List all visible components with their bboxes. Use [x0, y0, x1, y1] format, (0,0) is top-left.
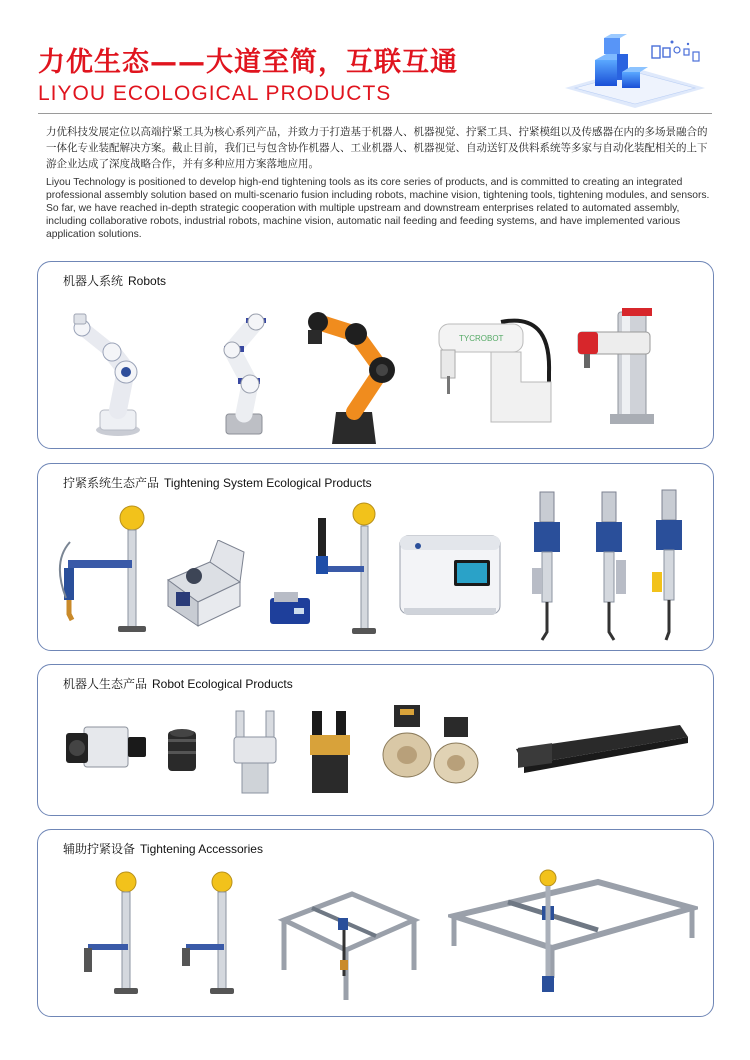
tool-changer-image [430, 715, 484, 795]
tightening-module-image [584, 488, 636, 644]
cube-icon [604, 34, 627, 54]
tightening-module-image [644, 486, 696, 644]
scara-robot-image [421, 312, 561, 432]
tightening-accessories-panel [37, 829, 714, 1017]
electric-screwdriver-arm-image [306, 498, 386, 638]
tool-changer-image [378, 701, 438, 791]
intro-text-english: Liyou Technology is positioned to develop high-end tightening tools as its core series of products, and is committed to creating an integrated professional assembly solution based on multi-scenario fusion including robots, machine vision, tightening tools, tightening modules, and sensors. So far, we have reached in-depth strategic cooperation with multiple upstream and downstream enterprises related to automated assembly, including collaborative robots, industrial robots, machine vision, automatic nail feeding and feeding systems, and have implemented various application solutions. [46, 177, 710, 240]
electric-gripper-image [306, 707, 354, 797]
torque-arm-image [176, 868, 248, 1008]
torque-arm-balancer-image [54, 502, 164, 637]
page-title: 力优生态——大道至简，互联互通 [38, 47, 458, 78]
accessories-panel-label: 辅助拧紧设备 Tightening Accessories [63, 842, 263, 856]
robots-panel-label: 机器人系统 Robots [63, 274, 167, 288]
column-scara-robot-image [574, 302, 689, 427]
tightening-module-image [522, 488, 574, 644]
tightening-system-panel [37, 463, 714, 651]
header-decoration-graphic [560, 30, 710, 110]
collaborative-robot-blue-image [196, 292, 291, 440]
camera-lens-image [162, 725, 202, 775]
tightening-controller-box-image [396, 530, 506, 620]
industrial-robot-orange-image [296, 294, 408, 444]
gantry-frame-image [272, 880, 422, 1010]
title-divider [38, 113, 712, 114]
linear-module-image [510, 719, 690, 779]
industrial-camera-image [62, 719, 150, 779]
large-gantry-frame-image [448, 866, 698, 1006]
collaborative-robot-white-image [60, 292, 160, 440]
torque-arm-image [78, 868, 150, 1008]
intro-text-chinese: 力优科技发展定位以高端拧紧工具为核心系列产品，并致力于打造基于机器人、机器视觉、拧紧工具、拧紧模组以及传感器在内的多场景融合的一体化专业装配解决方案。截止目前，我们已与包含协作机器人、工业机器人、机器视觉、自动送钉及供料系统等多家与自动化装配相关的上下游企业达成了深度战略合作，并有多种应用方案落地应用。 [46, 126, 708, 170]
robot-eco-panel-label: 机器人生态产品 Robot Ecological Products [63, 677, 293, 691]
scara-logo-text: TYCROBOT [459, 334, 504, 343]
robot-ecological-panel [37, 664, 714, 816]
tightening-panel-label: 拧紧系统生态产品 Tightening System Ecological Products [63, 476, 372, 490]
page-subtitle: LIYOU ECOLOGICAL PRODUCTS [38, 82, 392, 105]
parallel-gripper-image [228, 707, 283, 797]
screw-feeder-controller-image [158, 540, 248, 630]
robots-panel [37, 261, 714, 449]
